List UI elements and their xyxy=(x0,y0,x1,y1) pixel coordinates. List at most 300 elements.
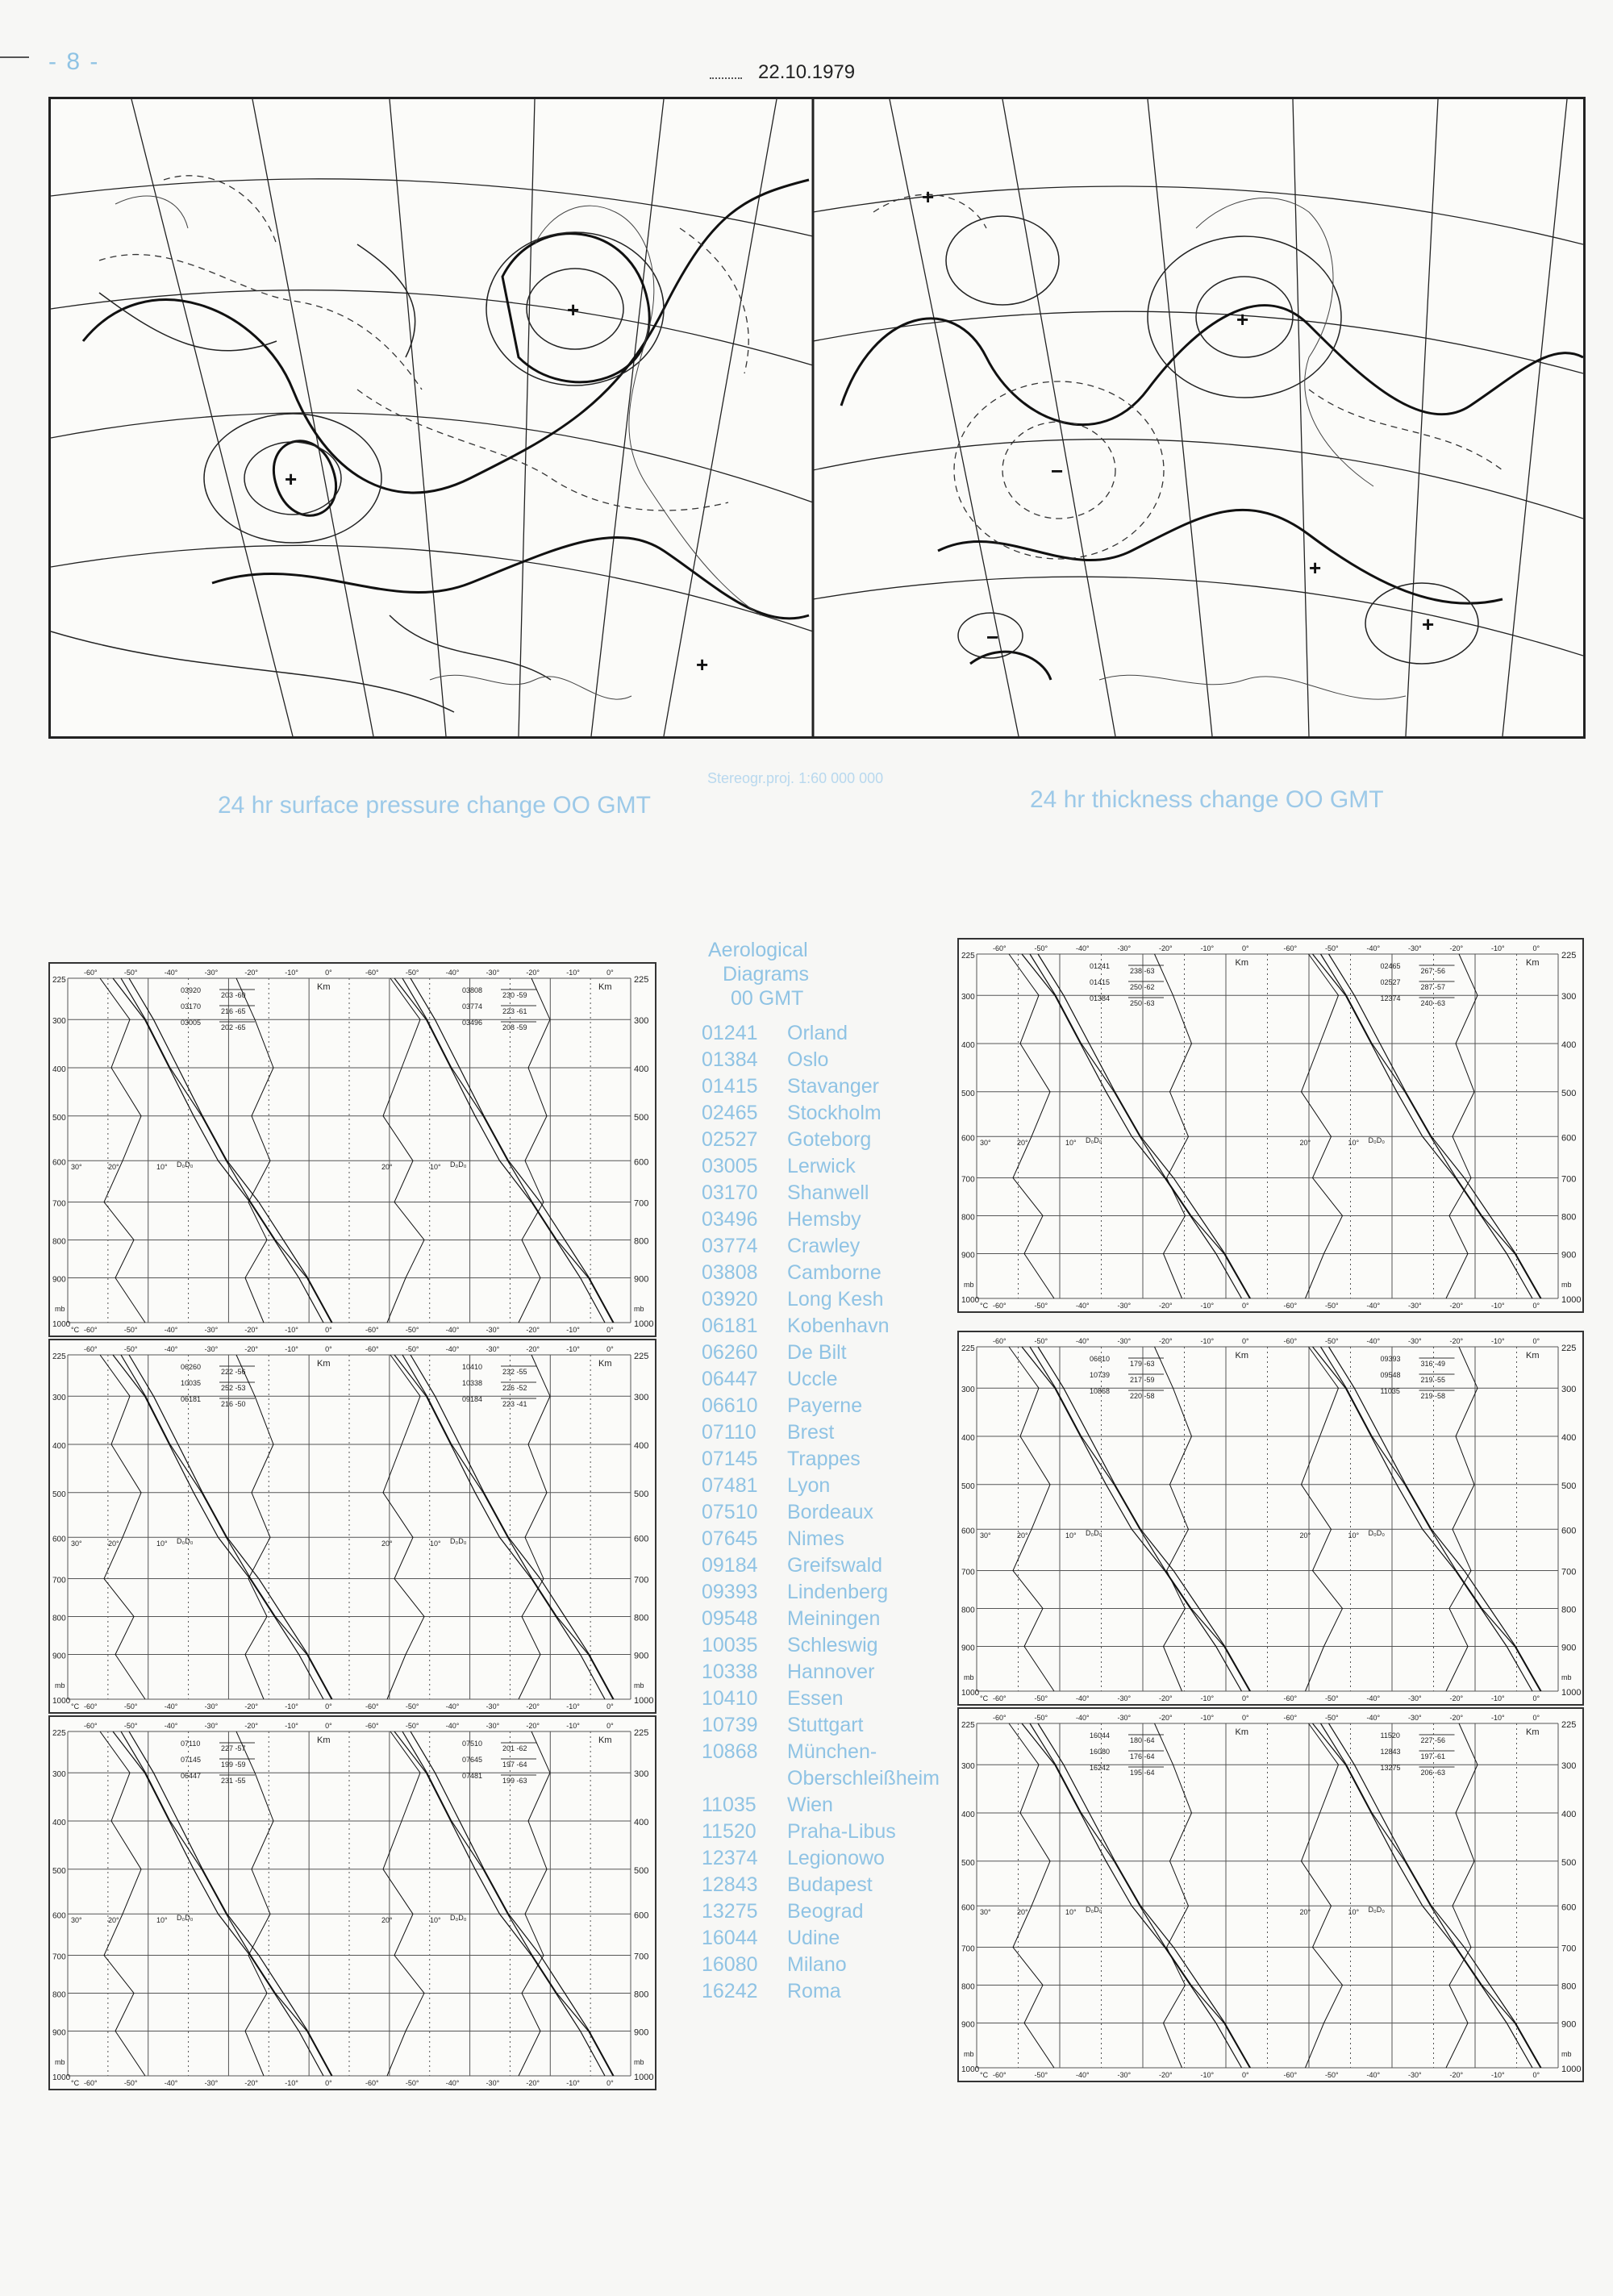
pressure-level-label: 400 xyxy=(961,1041,975,1051)
scale-label: 20° xyxy=(1299,1138,1311,1147)
station-name: München- xyxy=(787,1740,877,1763)
station-name: Hemsby xyxy=(787,1208,861,1231)
svg-text:+: + xyxy=(567,298,580,322)
temperature-label: -20° xyxy=(1159,1302,1173,1310)
station-code: 16080 xyxy=(702,1953,758,1976)
temperature-label: -50° xyxy=(123,1345,138,1353)
station-row xyxy=(702,1552,968,1579)
temperature-label: -20° xyxy=(526,2079,540,2087)
diagram-station-code: 10338 xyxy=(462,1379,483,1387)
temperature-label: 0° xyxy=(606,1722,614,1730)
temperature-label: -20° xyxy=(244,1326,259,1334)
pressure-level-label: 700 xyxy=(1561,1944,1577,1954)
station-row xyxy=(702,1686,968,1712)
map-projection-note: Stereogr.proj. 1:60 000 000 xyxy=(707,770,884,786)
temperature-label: -50° xyxy=(1325,1302,1339,1310)
pressure-level-label: 800 xyxy=(1561,1605,1577,1615)
diagram-station-code: 02527 xyxy=(1380,978,1401,986)
station-code: 09548 xyxy=(702,1607,758,1630)
temperature-label: -50° xyxy=(1034,1694,1048,1702)
temperature-label: -40° xyxy=(1076,1337,1090,1345)
right-map-caption: 24 hr thickness change OO GMT xyxy=(1030,786,1384,813)
pressure-level-label: 225 xyxy=(634,975,649,985)
pressure-level-label: 500 xyxy=(634,1112,649,1123)
diagram-station-code: 03920 xyxy=(181,986,202,994)
station-code: 02465 xyxy=(702,1102,758,1124)
temperature-label: -20° xyxy=(1449,1714,1464,1722)
station-name: Praha-Libus xyxy=(787,1820,896,1843)
pressure-level-label: 500 xyxy=(1561,1481,1577,1491)
temperature-label: 0° xyxy=(606,1702,614,1711)
pressure-level-label: 300 xyxy=(1561,1385,1577,1395)
scale-label: 30° xyxy=(71,1539,82,1548)
km-label: Km xyxy=(598,1736,612,1745)
temperature-label: -10° xyxy=(1200,1714,1215,1722)
temperature-label: -50° xyxy=(123,1702,138,1711)
station-row xyxy=(702,1153,968,1180)
temperature-label: -20° xyxy=(1449,1337,1464,1345)
temperature-label: -60° xyxy=(365,1326,379,1334)
pressure-level-label: 900 xyxy=(1561,1250,1577,1261)
temperature-label: -60° xyxy=(993,1302,1007,1310)
station-name: Long Kesh xyxy=(787,1288,884,1311)
km-label: Km xyxy=(317,982,331,992)
station-code: 02527 xyxy=(702,1128,758,1151)
temperature-label: 0° xyxy=(1242,1337,1249,1345)
diagram-tropopause-value: 227 -57 xyxy=(221,1744,246,1752)
diagram-tropopause-value: 203 -60 xyxy=(221,991,246,999)
pressure-level-label: 1000 xyxy=(1561,1295,1582,1305)
station-name: Payerne xyxy=(787,1394,863,1417)
temperature-label: -10° xyxy=(285,2079,298,2087)
station-name: Meiningen xyxy=(787,1607,881,1630)
aerological-diagram-svg xyxy=(959,940,1582,1311)
temperature-label: -40° xyxy=(1366,1714,1381,1722)
pressure-level-label: 900 xyxy=(961,1251,975,1261)
pressure-level-label: 600 xyxy=(961,1134,975,1144)
temperature-label: -20° xyxy=(244,2079,259,2087)
temperature-label: 0° xyxy=(325,1345,332,1353)
station-row xyxy=(702,1659,968,1686)
station-row xyxy=(702,1765,968,1792)
svg-text:+: + xyxy=(696,652,709,677)
scale-label: 10° xyxy=(430,1162,441,1171)
temperature-label: 0° xyxy=(1242,1694,1249,1702)
temperature-label: -50° xyxy=(1034,1302,1048,1310)
temperature-label: 0° xyxy=(1532,1714,1540,1722)
temperature-label: -50° xyxy=(405,1702,419,1711)
pressure-level-label: 300 xyxy=(1561,1761,1577,1772)
diagram-tropopause-value: 240 -63 xyxy=(1420,999,1446,1007)
header-rule xyxy=(0,56,29,58)
pressure-level-label: 225 xyxy=(52,1729,66,1738)
diagram-station-code: 07645 xyxy=(462,1756,483,1764)
station-name: Crawley xyxy=(787,1235,861,1257)
station-name: Goteborg xyxy=(787,1128,872,1151)
diagram-station-code: 07145 xyxy=(181,1756,202,1764)
station-code: 11035 xyxy=(702,1794,756,1816)
diagram-tropopause-value: 238 -63 xyxy=(1130,967,1155,975)
station-code: 06260 xyxy=(702,1341,758,1364)
aerological-diagram-svg xyxy=(50,964,655,1336)
svg-text:+: + xyxy=(922,185,935,209)
station-name: Schleswig xyxy=(787,1634,878,1656)
diagram-station-code: 03170 xyxy=(181,1002,202,1010)
pressure-level-label: 600 xyxy=(961,1527,975,1536)
diagram-station-code: 06181 xyxy=(181,1395,202,1403)
sounding-curves xyxy=(100,1731,614,2076)
temperature-label: -30° xyxy=(486,1702,500,1711)
station-code: 12843 xyxy=(702,1873,758,1896)
station-name: Stuttgart xyxy=(787,1714,864,1736)
pressure-level-label: 800 xyxy=(634,1990,649,2000)
temperature-label: -60° xyxy=(84,1326,98,1334)
temperature-label: -60° xyxy=(993,1337,1007,1345)
pressure-level-label: 400 xyxy=(634,1065,649,1075)
pressure-level-label: 700 xyxy=(961,1568,975,1577)
pressure-level-label: 1000 xyxy=(961,1689,980,1698)
pressure-level-label: 700 xyxy=(634,1575,649,1586)
temperature-label: -50° xyxy=(1325,1714,1339,1722)
temperature-label: -30° xyxy=(204,2079,219,2087)
svg-text:−: − xyxy=(1051,459,1064,483)
diagram-tropopause-value: 223 -41 xyxy=(502,1400,527,1408)
temperature-label: -50° xyxy=(123,969,138,977)
pressure-level-label: 500 xyxy=(52,1113,66,1123)
pressure-level-label: 500 xyxy=(52,1490,66,1499)
station-code: 06181 xyxy=(702,1315,758,1337)
pressure-level-label: 700 xyxy=(634,1952,649,1962)
temperature-label: -10° xyxy=(285,1722,298,1730)
mb-unit: mb xyxy=(964,1281,974,1289)
sounding-curves xyxy=(1009,954,1541,1298)
temperature-label: -10° xyxy=(566,969,580,977)
station-code: 01415 xyxy=(702,1075,758,1098)
station-name: Milano xyxy=(787,1953,847,1976)
temperature-label: -20° xyxy=(1159,944,1173,952)
pressure-level-label: 600 xyxy=(634,1911,649,1921)
pressure-level-label: 400 xyxy=(52,1442,66,1452)
scale-label: 20° xyxy=(1299,1531,1311,1540)
pressure-level-label: 1000 xyxy=(1561,1688,1582,1698)
temperature-label: 0° xyxy=(1242,2071,1249,2079)
diagram-tropopause-value: 287 -57 xyxy=(1420,983,1446,991)
station-row xyxy=(702,1952,968,1978)
station-rows xyxy=(702,1020,968,2005)
station-code: 10338 xyxy=(702,1661,758,1683)
station-name: Orland xyxy=(787,1022,848,1044)
temperature-label: -10° xyxy=(566,1702,580,1711)
mb-unit: mb xyxy=(1561,1673,1572,1681)
temperature-label: -20° xyxy=(526,1702,540,1711)
station-row xyxy=(702,1872,968,1898)
station-name: Trappes xyxy=(787,1448,861,1470)
station-row xyxy=(702,1286,968,1313)
pressure-level-label: 600 xyxy=(634,1534,649,1544)
temperature-label: -50° xyxy=(405,969,419,977)
station-code: 01384 xyxy=(702,1048,758,1071)
dewpoint-depression-label: D₀D₀ xyxy=(450,1913,467,1922)
station-row xyxy=(702,1526,968,1552)
diagram-tropopause-value: 208 -59 xyxy=(502,1023,527,1031)
station-code: 16242 xyxy=(702,1980,758,2002)
station-row xyxy=(702,1739,968,1765)
temperature-label: 0° xyxy=(1532,1694,1540,1702)
mb-unit: mb xyxy=(1561,1281,1572,1289)
sounding-curves xyxy=(100,1355,614,1699)
temperature-label: -40° xyxy=(1076,944,1090,952)
temperature-label: 0° xyxy=(325,969,332,977)
temperature-label: -10° xyxy=(285,1345,298,1353)
temperature-label: -60° xyxy=(84,1702,98,1711)
pressure-level-label: 700 xyxy=(961,1944,975,1954)
station-code: 12374 xyxy=(702,1847,758,1869)
pressure-level-label: 700 xyxy=(1561,1174,1577,1185)
temperature-label: 0° xyxy=(1242,944,1249,952)
diagram-tropopause-value: 223 -61 xyxy=(502,1007,527,1015)
pressure-level-label: 300 xyxy=(1561,992,1577,1002)
temperature-label: -40° xyxy=(1366,944,1381,952)
diagram-station-code: 02465 xyxy=(1380,962,1401,970)
temperature-label: -20° xyxy=(1449,1694,1464,1702)
pressure-level-label: 225 xyxy=(52,976,66,985)
pressure-level-label: 400 xyxy=(634,1441,649,1452)
temperature-label: -30° xyxy=(204,1345,219,1353)
km-label: Km xyxy=(317,1359,331,1369)
pressure-level-label: 1000 xyxy=(52,1320,71,1329)
station-code: 07645 xyxy=(702,1527,758,1550)
pressure-level-label: 600 xyxy=(1561,1526,1577,1536)
celsius-unit: °C xyxy=(71,2079,80,2087)
diagram-tropopause-value: 199 -63 xyxy=(502,1777,527,1785)
diagram-station-code: 09393 xyxy=(1380,1355,1401,1363)
temperature-label: -30° xyxy=(1117,1337,1132,1345)
temperature-label: -20° xyxy=(526,1722,540,1730)
temperature-label: -50° xyxy=(405,1326,419,1334)
station-name: Lindenberg xyxy=(787,1581,889,1603)
pressure-level-label: 500 xyxy=(634,1489,649,1499)
temperature-label: -40° xyxy=(164,1722,178,1730)
pressure-level-label: 900 xyxy=(1561,2019,1577,2030)
pressure-level-label: 300 xyxy=(961,993,975,1002)
pressure-level-label: 600 xyxy=(961,1903,975,1913)
temperature-label: -20° xyxy=(1159,1694,1173,1702)
temperature-label: 0° xyxy=(325,1722,332,1730)
svg-text:+: + xyxy=(1422,612,1435,636)
temperature-label: -40° xyxy=(445,1722,460,1730)
station-row xyxy=(702,1632,968,1659)
temperature-label: 0° xyxy=(1532,2071,1540,2079)
diagram-station-code: 03005 xyxy=(181,1019,202,1027)
scale-label: 20° xyxy=(108,1162,119,1171)
diagram-station-code: 12843 xyxy=(1380,1748,1401,1756)
page-date: 22.10.1979 xyxy=(758,61,856,83)
station-row xyxy=(702,1260,968,1286)
mb-unit: mb xyxy=(55,2058,65,2066)
temperature-label: -30° xyxy=(204,1326,219,1334)
station-name: Camborne xyxy=(787,1261,882,1284)
temperature-label: -60° xyxy=(993,944,1007,952)
temperature-label: -20° xyxy=(1449,944,1464,952)
aerological-diagram xyxy=(48,1339,656,1714)
station-row xyxy=(702,1978,968,2005)
scale-label: 20° xyxy=(108,1539,119,1548)
temperature-label: 0° xyxy=(606,2079,614,2087)
temperature-label: -20° xyxy=(244,1345,259,1353)
station-name: Kobenhavn xyxy=(787,1315,890,1337)
temperature-label: -20° xyxy=(1159,1337,1173,1345)
pressure-level-label: 1000 xyxy=(961,1296,980,1305)
diagram-tropopause-value: 227 -56 xyxy=(1420,1736,1446,1744)
station-row xyxy=(702,1792,968,1819)
temperature-label: 0° xyxy=(606,1345,614,1353)
dewpoint-depression-label: D₀D₀ xyxy=(177,1913,194,1922)
km-label: Km xyxy=(1526,1351,1540,1361)
pressure-level-label: 800 xyxy=(634,1236,649,1247)
pressure-level-label: 500 xyxy=(1561,1088,1577,1098)
temperature-label: -30° xyxy=(1408,1714,1422,1722)
temperature-label: -60° xyxy=(84,1345,98,1353)
diagram-station-code: 16242 xyxy=(1090,1764,1111,1772)
temperature-label: -30° xyxy=(1408,1302,1422,1310)
station-code: 10868 xyxy=(702,1740,758,1763)
station-code: 13275 xyxy=(702,1900,758,1923)
temperature-label: -40° xyxy=(1076,1694,1090,1702)
temperature-label: -40° xyxy=(164,969,178,977)
diagram-station-code: 11035 xyxy=(1380,1387,1400,1395)
scale-label: 10° xyxy=(430,1539,441,1548)
temperature-label: -50° xyxy=(405,1345,419,1353)
diagram-station-code: 10035 xyxy=(181,1379,202,1387)
temperature-label: -40° xyxy=(1076,2071,1090,2079)
km-label: Km xyxy=(1526,958,1540,968)
pressure-level-label: 800 xyxy=(1561,1212,1577,1223)
scale-label: 10° xyxy=(1348,1138,1360,1147)
diagram-tropopause-value: 216 -65 xyxy=(221,1007,246,1015)
temperature-label: -30° xyxy=(486,1722,500,1730)
temperature-label: -20° xyxy=(1159,2071,1173,2079)
station-row xyxy=(702,1499,968,1526)
temperature-label: -40° xyxy=(164,1702,178,1711)
pressure-level-label: 900 xyxy=(634,2027,649,2038)
temperature-label: -60° xyxy=(365,2079,379,2087)
temperature-label: -60° xyxy=(365,1702,379,1711)
station-row xyxy=(702,1127,968,1153)
pressure-level-label: 700 xyxy=(634,1198,649,1209)
diagram-tropopause-value: 206 -63 xyxy=(1420,1769,1446,1777)
dewpoint-depression-label: D₀D₀ xyxy=(1368,1135,1385,1144)
temperature-label: -10° xyxy=(285,969,298,977)
temperature-label: -40° xyxy=(445,1326,460,1334)
diagram-station-code: 07510 xyxy=(462,1740,483,1748)
temperature-label: -30° xyxy=(1117,1694,1132,1702)
station-row xyxy=(702,1419,968,1446)
pressure-level-label: 900 xyxy=(961,2020,975,2030)
temperature-label: -30° xyxy=(486,2079,500,2087)
pressure-level-label: 700 xyxy=(1561,1567,1577,1577)
pressure-level-label: 400 xyxy=(1561,1040,1577,1051)
scale-label: 20° xyxy=(108,1915,119,1924)
temperature-label: -50° xyxy=(1034,1714,1048,1722)
station-code: 16044 xyxy=(702,1927,758,1949)
temperature-label: -60° xyxy=(1283,1302,1298,1310)
station-code: 07110 xyxy=(702,1421,756,1444)
mb-unit: mb xyxy=(55,1681,65,1690)
scale-label: 30° xyxy=(71,1162,82,1171)
station-code: 09184 xyxy=(702,1554,758,1577)
pressure-level-label: 600 xyxy=(52,1535,66,1544)
diagram-tropopause-value: 267 -56 xyxy=(1420,967,1446,975)
scale-label: 30° xyxy=(980,1907,991,1916)
temperature-label: -60° xyxy=(365,1722,379,1730)
pressure-level-label: 400 xyxy=(961,1434,975,1444)
mb-unit: mb xyxy=(634,1681,644,1690)
temperature-label: 0° xyxy=(606,969,614,977)
temperature-label: -60° xyxy=(365,1345,379,1353)
diagram-station-code: 03774 xyxy=(462,1002,483,1010)
station-row xyxy=(702,1925,968,1952)
station-row xyxy=(702,1340,968,1366)
temperature-label: -20° xyxy=(1449,2071,1464,2079)
mb-unit: mb xyxy=(634,2058,644,2066)
pressure-level-label: 800 xyxy=(961,1982,975,1992)
celsius-unit: °C xyxy=(71,1702,80,1711)
diagram-station-code: 10410 xyxy=(462,1363,483,1371)
temperature-label: -30° xyxy=(486,1345,500,1353)
dewpoint-depression-label: D₀D₀ xyxy=(1368,1528,1385,1537)
pressure-level-label: 600 xyxy=(634,1157,649,1168)
temperature-label: -20° xyxy=(526,1326,540,1334)
temperature-label: -20° xyxy=(1449,1302,1464,1310)
pressure-level-label: 1000 xyxy=(634,1319,654,1329)
pressure-level-label: 1000 xyxy=(634,1696,654,1706)
temperature-label: -30° xyxy=(486,1326,500,1334)
dewpoint-depression-label: D₀D₀ xyxy=(1086,1528,1102,1537)
sounding-curves xyxy=(1009,1347,1541,1691)
pressure-level-label: 300 xyxy=(634,1016,649,1027)
dewpoint-depression-label: D₀D₀ xyxy=(1086,1135,1102,1144)
pressure-level-label: 900 xyxy=(634,1274,649,1285)
temperature-label: -40° xyxy=(1366,1694,1381,1702)
station-code: 07145 xyxy=(702,1448,758,1470)
pressure-level-label: 600 xyxy=(1561,1133,1577,1144)
scale-label: 10° xyxy=(1348,1907,1360,1916)
mb-unit: mb xyxy=(55,1305,65,1313)
pressure-level-label: 225 xyxy=(1561,1344,1577,1353)
station-name: Nimes xyxy=(787,1527,844,1550)
temperature-label: -40° xyxy=(164,1326,178,1334)
station-code: 03920 xyxy=(702,1288,758,1311)
km-label: Km xyxy=(598,1359,612,1369)
km-label: Km xyxy=(317,1736,331,1745)
station-row xyxy=(702,1393,968,1419)
station-row xyxy=(702,1366,968,1393)
temperature-label: -50° xyxy=(123,1722,138,1730)
diagram-tropopause-value: 197 -61 xyxy=(1420,1752,1446,1761)
mb-unit: mb xyxy=(634,1305,644,1313)
scale-label: 10° xyxy=(1065,1531,1077,1540)
temperature-label: -50° xyxy=(405,2079,419,2087)
station-row xyxy=(702,1233,968,1260)
station-row xyxy=(702,1313,968,1340)
station-name: Essen xyxy=(787,1687,844,1710)
pressure-level-label: 225 xyxy=(1561,1720,1577,1730)
station-name: Budapest xyxy=(787,1873,873,1896)
diagram-tropopause-value: 219 -58 xyxy=(1420,1392,1446,1400)
station-name: Shanwell xyxy=(787,1181,869,1204)
aerological-diagram xyxy=(48,962,656,1337)
diagram-tropopause-value: 316 -49 xyxy=(1420,1360,1446,1368)
